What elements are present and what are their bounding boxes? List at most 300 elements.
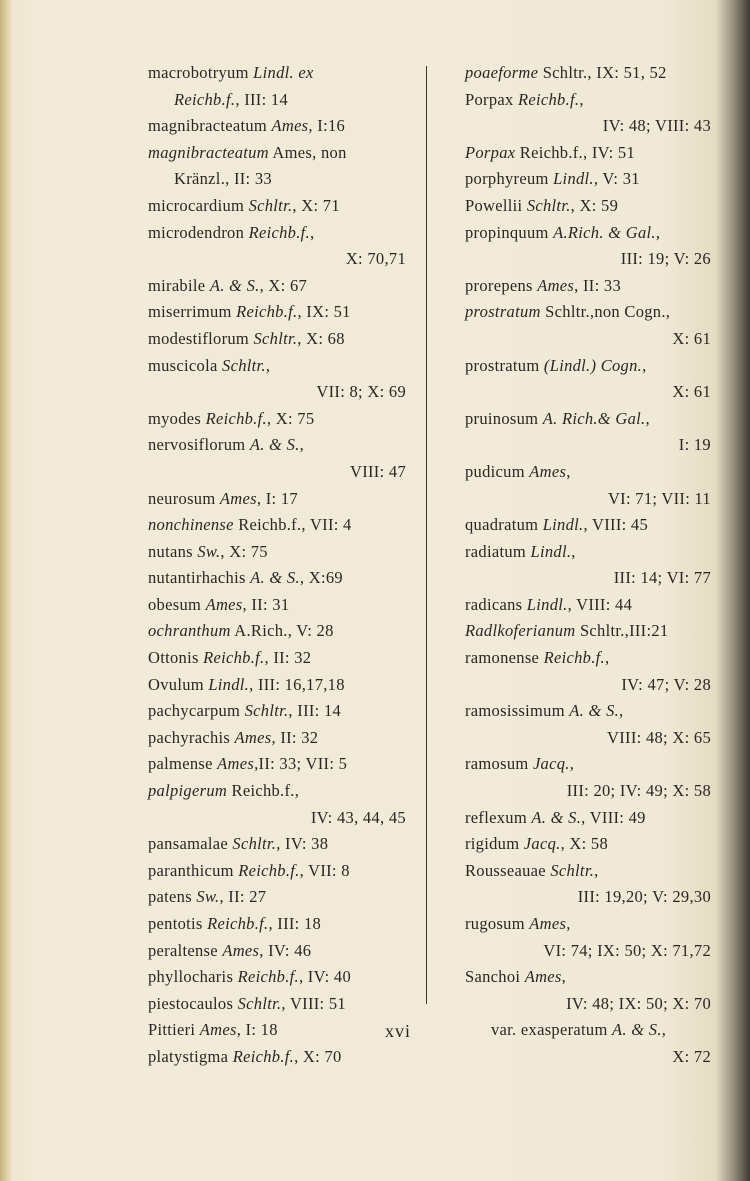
index-entry-line [465, 326, 711, 353]
italic-text: Reichb.f. [517, 89, 580, 109]
entry-text: nutantirhachis [148, 568, 251, 588]
italic-text: A.Rich. & Gal. [553, 222, 656, 242]
entry-text: IV: 47; V: 28 [621, 674, 711, 694]
index-entry-line [148, 353, 406, 380]
italic-text: Reichb.f. [203, 648, 265, 668]
entry-text: pruinosum [465, 408, 543, 428]
index-entry-line [148, 884, 406, 911]
entry-text: Ottonis [148, 648, 204, 668]
index-entry-line [465, 831, 711, 858]
index-entry-line [148, 938, 406, 965]
entry-text: , IV: 38 [276, 834, 329, 854]
italic-text: Schltr. [232, 834, 277, 854]
index-entry-line [465, 618, 711, 645]
index-entry-line [148, 592, 406, 619]
index-entry [148, 725, 406, 752]
entry-text: , IX: 51 [297, 302, 351, 322]
entry-text: Schltr.,non Cogn., [540, 302, 671, 322]
italic-text: Lindl. [553, 169, 594, 189]
entry-text: ramosissimum [465, 701, 570, 721]
italic-text: Lindl. [526, 594, 568, 614]
entry-text: IV: 48; VIII: 43 [602, 116, 711, 136]
italic-text: ochranthum [148, 621, 231, 641]
entry-text: III: 19,20; V: 29,30 [577, 887, 711, 907]
entry-text: propinquum [465, 222, 554, 242]
entry-text: nervosiflorum [148, 435, 250, 455]
index-entry-line [148, 326, 406, 353]
italic-text: Radlkoferianum [465, 621, 576, 641]
italic-text: A. & S. [569, 701, 620, 721]
index-entry [465, 273, 711, 300]
index-entry-line [465, 512, 711, 539]
index-entry-line [148, 512, 406, 539]
entry-text: , III: 14 [235, 89, 289, 109]
entry-text: , IV: 40 [298, 967, 351, 987]
index-entry [465, 805, 711, 832]
page-edge [0, 0, 10, 1181]
index-entry-line [465, 751, 711, 778]
entry-text: , [604, 648, 610, 668]
entry-text: , X: 75 [220, 541, 268, 561]
entry-text: , [661, 1020, 667, 1040]
entry-text: piestocaulos [148, 993, 238, 1013]
index-entry [465, 60, 711, 87]
entry-text: A.Rich., V: 28 [230, 621, 334, 641]
entry-text: Kränzl., II: 33 [174, 169, 272, 189]
index-entry [148, 592, 406, 619]
index-entry [465, 299, 711, 352]
index-entry-line [465, 938, 711, 965]
index-entry-line [148, 273, 406, 300]
index-entry-line [148, 87, 406, 114]
entry-text: , I: 18 [236, 1020, 278, 1040]
index-entry-line [148, 193, 406, 220]
italic-text: Reichb.f. [543, 648, 605, 668]
italic-text: A. & S. [531, 807, 582, 827]
index-entry [148, 751, 406, 778]
index-entry-line [465, 539, 711, 566]
entry-text: IV: 43, 44, 45 [310, 807, 406, 827]
index-entry-line [148, 406, 406, 433]
entry-text: , [594, 860, 599, 880]
index-entry-line [465, 87, 711, 114]
index-entry-line [465, 166, 711, 193]
italic-text: Jacq. [532, 754, 570, 774]
italic-text: nonchinense [148, 515, 234, 535]
entry-text: porphyreum [465, 169, 554, 189]
entry-text: pachyrachis [148, 727, 235, 747]
index-entry-line [148, 220, 406, 247]
index-entry-line [148, 432, 406, 459]
italic-text: Ames [222, 940, 260, 960]
index-entry-line [465, 672, 711, 699]
entry-text: , [655, 222, 661, 242]
italic-text: Ames [529, 914, 567, 933]
entry-text: miserrimum [148, 302, 237, 322]
entry-text: rugosum [465, 914, 530, 933]
index-entry-line [148, 299, 406, 326]
entry-text: , II: 32 [264, 648, 312, 668]
index-entry [148, 778, 406, 831]
entry-text: , X: 68 [297, 328, 345, 348]
index-entry-line [465, 858, 711, 885]
entry-text: ramosum [465, 754, 533, 774]
entry-text: , [642, 355, 647, 375]
index-entry [148, 60, 406, 113]
italic-text: Sw. [197, 541, 221, 561]
italic-text: A. Rich.& Gal. [542, 408, 646, 428]
index-entry-line [148, 459, 406, 486]
index-entry-line [148, 645, 406, 672]
index-entry [465, 592, 711, 619]
index-entry [465, 964, 711, 1017]
index-entry [465, 220, 711, 273]
italic-text: Ames [199, 1020, 237, 1040]
index-entry [465, 353, 711, 406]
index-entry-line [465, 592, 711, 619]
index-entry-line [465, 60, 711, 87]
entry-text: phyllocharis [148, 967, 238, 987]
index-entry [148, 672, 406, 699]
index-entry-line [148, 618, 406, 645]
entry-text: , X: 71 [292, 195, 340, 215]
entry-text: , [579, 89, 584, 109]
index-entry [148, 858, 406, 885]
index-entry-line [148, 140, 406, 167]
index-entry-line [148, 991, 406, 1018]
index-entry-line [465, 353, 711, 380]
entry-text: patens [148, 887, 197, 907]
index-entry [148, 884, 406, 911]
entry-text: , II: 27 [219, 887, 267, 907]
index-entry [465, 751, 711, 804]
index-entry [465, 858, 711, 911]
entry-text: Pittieri [148, 1020, 200, 1040]
italic-text: Schltr. [253, 328, 298, 348]
index-entry-line [465, 1044, 711, 1071]
italic-text: Reichb.f. [207, 914, 269, 933]
index-entry [148, 565, 406, 592]
italic-text: Schltr. [526, 195, 571, 215]
entry-text: VI: 71; VII: 11 [607, 488, 711, 508]
index-entry [148, 140, 406, 193]
italic-text: Reichb.f. [237, 967, 299, 987]
column-divider [426, 66, 427, 1004]
entry-text: , X: 70 [294, 1046, 342, 1066]
index-entry-line [148, 778, 406, 805]
index-entry-line [465, 645, 711, 672]
index-entry [465, 193, 711, 220]
italic-text: Ames [271, 116, 309, 136]
index-entry [465, 459, 711, 512]
index-entry-line [148, 751, 406, 778]
entry-text: var. exasperatum [491, 1020, 613, 1040]
italic-text: (Lindl.) Cogn. [543, 355, 643, 375]
entry-text: radicans [465, 594, 527, 614]
entry-text: III: 14; VI: 77 [613, 568, 711, 588]
index-entry-line [465, 432, 711, 459]
entry-text: , [309, 222, 315, 242]
italic-text: Schltr. [248, 195, 293, 215]
index-entry [148, 698, 406, 725]
index-entry-line [465, 964, 711, 991]
index-entry-line [148, 672, 406, 699]
index-entry-line [148, 1017, 406, 1044]
italic-text: Porpax [465, 142, 516, 162]
italic-text: Reichb.f. [236, 302, 298, 322]
index-entry [148, 512, 406, 539]
index-entry-line [465, 1017, 711, 1044]
entry-text: , II: 32 [271, 727, 319, 747]
entry-text: , X: 58 [560, 834, 609, 854]
index-entry-line [148, 539, 406, 566]
index-entry-line [148, 858, 406, 885]
index-entry [148, 432, 406, 485]
index-entry [148, 273, 406, 300]
index-entry [148, 353, 406, 406]
italic-text: magnibracteatum [148, 142, 269, 162]
entry-text: , VII: 8 [299, 860, 350, 880]
index-entry-line [148, 60, 406, 87]
entry-text: Reichb.f., IV: 51 [515, 142, 636, 162]
index-entry-line [465, 299, 711, 326]
entry-text: palmense [148, 754, 218, 774]
entry-text: pansamalae [148, 834, 233, 854]
entry-text: , X: 75 [266, 408, 315, 428]
entry-text: peraltense [148, 940, 223, 960]
index-entry-line [148, 911, 406, 938]
index-entry-line [148, 805, 406, 832]
index-entry [465, 539, 711, 592]
index-entry [148, 831, 406, 858]
index-entry-line [465, 486, 711, 513]
index-entry-line [148, 113, 406, 140]
entry-text: , VIII: 45 [583, 515, 649, 535]
italic-text: Ames [234, 727, 272, 747]
index-entry-line [465, 113, 711, 140]
index-entry [465, 406, 711, 459]
entry-text: Sanchoi [465, 967, 525, 987]
index-entry-line [465, 193, 711, 220]
entry-text: Reichb.f., [227, 781, 300, 801]
entry-text: Schltr.,III:21 [575, 621, 669, 641]
entry-text: Rousseauae [465, 860, 551, 880]
entry-text: , [566, 461, 571, 481]
index-entry-line [465, 991, 711, 1018]
entry-text: Powellii [465, 195, 527, 215]
entry-text: nutans [148, 541, 198, 561]
entry-text: ramonense [465, 648, 544, 668]
index-entry [148, 406, 406, 433]
entry-text: paranthicum [148, 860, 239, 880]
index-entry-line [465, 273, 711, 300]
index-entry [148, 911, 406, 938]
italic-text: prostratum [465, 302, 541, 322]
entry-text: Ames, non [268, 142, 347, 162]
entry-text: myodes [148, 408, 206, 428]
entry-text: ,II: 33; VII: 5 [254, 754, 348, 774]
index-entry-line [465, 220, 711, 247]
index-entry [148, 938, 406, 965]
italic-text: Lindl. [542, 515, 584, 535]
entry-text: , [561, 967, 567, 987]
entry-text: mirabile [148, 275, 210, 295]
entry-text: prorepens [465, 275, 538, 295]
entry-text: , VIII: 51 [281, 993, 346, 1013]
italic-text: Reichb.f. [205, 408, 267, 428]
entry-text: X: 61 [672, 328, 711, 348]
entry-text: , X: 59 [570, 195, 619, 215]
entry-text: magnibracteatum [148, 116, 272, 136]
italic-text: Reichb.f. [248, 222, 310, 242]
entry-text: , X:69 [299, 568, 343, 588]
index-entry [148, 113, 406, 140]
entry-text: , III: 14 [288, 701, 342, 721]
entry-text: , [571, 541, 576, 561]
entry-text: X: 70,71 [345, 249, 406, 269]
entry-text: , VIII: 49 [581, 807, 646, 827]
italic-text: palpigerum [148, 781, 228, 801]
entry-text: , I: 17 [256, 488, 298, 508]
entry-text: rigidum [465, 834, 524, 854]
index-entry-line [148, 831, 406, 858]
entry-text: X: 61 [672, 382, 711, 402]
index-entry [148, 645, 406, 672]
index-entry [148, 299, 406, 326]
italic-text: Schltr. [550, 860, 595, 880]
index-entry [148, 964, 406, 991]
index-column-right [465, 60, 711, 1071]
italic-text: Lindl. [530, 541, 572, 561]
entry-text: , II: 33 [574, 275, 621, 295]
italic-text: Sw. [196, 887, 220, 907]
italic-text: poaeforme [465, 63, 539, 82]
italic-text: Lindl. [208, 674, 250, 694]
italic-text: A. & S. [250, 568, 300, 588]
entry-text: obesum [148, 594, 206, 614]
index-entry-line [148, 725, 406, 752]
italic-text: Schltr. [222, 355, 266, 375]
index-entry-line [148, 698, 406, 725]
index-entry [148, 220, 406, 273]
entry-text: VII: 8; X: 69 [316, 382, 406, 402]
italic-text: A. & S. [209, 275, 260, 295]
entry-text: Ovulum [148, 674, 209, 694]
index-entry [148, 1044, 406, 1071]
index-entry [148, 539, 406, 566]
entry-text: Schltr., IX: 51, 52 [538, 63, 667, 82]
index-entry [465, 140, 711, 167]
index-entry-line [465, 379, 711, 406]
index-entry-line [148, 486, 406, 513]
entry-text: IV: 48; IX: 50; X: 70 [566, 993, 711, 1013]
index-entry [465, 698, 711, 751]
entry-text: , [619, 701, 624, 721]
index-entry [465, 1017, 711, 1070]
index-entry-line [148, 379, 406, 406]
entry-text: Reichb.f., VII: 4 [233, 515, 352, 535]
entry-text: , [645, 408, 650, 428]
entry-text: , [299, 435, 305, 455]
entry-text: pudicum [465, 461, 530, 481]
italic-text: Reichb.f. [232, 1046, 295, 1066]
italic-text: A. & S. [612, 1020, 662, 1040]
italic-text: Schltr. [244, 701, 289, 721]
entry-text: VIII: 47 [349, 461, 406, 481]
index-entry-line [148, 166, 406, 193]
entry-text: pentotis [148, 914, 208, 933]
index-entry [465, 512, 711, 539]
entry-text: III: 20; IV: 49; X: 58 [566, 781, 711, 801]
index-entry-line [465, 565, 711, 592]
entry-text: pachycarpum [148, 701, 245, 721]
index-entry [148, 486, 406, 513]
italic-text: A. & S. [249, 435, 300, 455]
italic-text: Ames [205, 594, 243, 614]
index-column-left [148, 60, 406, 1071]
entry-text: X: 72 [672, 1046, 711, 1066]
index-entry-line [465, 884, 711, 911]
entry-text: radiatum [465, 541, 531, 561]
entry-text: Porpax [465, 89, 518, 109]
index-entry [465, 87, 711, 140]
entry-text: prostratum [465, 355, 544, 375]
italic-text: Ames [529, 461, 567, 481]
index-entry-line [465, 246, 711, 273]
index-entry-line [148, 565, 406, 592]
entry-text: neurosum [148, 488, 220, 508]
italic-text: Schltr. [237, 993, 282, 1013]
entry-text: I: 19 [678, 435, 711, 455]
entry-text: , X: 67 [259, 275, 308, 295]
entry-text: , II: 31 [242, 594, 290, 614]
italic-text: Ames [537, 275, 575, 295]
index-entry-line [148, 964, 406, 991]
index-entry [148, 1017, 406, 1044]
index-entry-line [148, 246, 406, 273]
italic-text: Reichb.f. [238, 860, 300, 880]
italic-text: Ames [219, 488, 257, 508]
index-entry-line [465, 140, 711, 167]
index-entry-line [465, 911, 711, 938]
italic-text: Jacq. [523, 834, 561, 854]
index-entry [148, 193, 406, 220]
index-entry-line [465, 778, 711, 805]
entry-text: , [265, 355, 271, 375]
entry-text: reflexum [465, 807, 532, 827]
index-entry-line [465, 698, 711, 725]
italic-text: Ames [217, 754, 255, 774]
index-entry-line [465, 406, 711, 433]
index-entry [465, 618, 711, 645]
entry-text: muscicola [148, 355, 223, 375]
index-entry [465, 911, 711, 964]
index-entry [465, 831, 711, 858]
index-entry [148, 618, 406, 645]
entry-text: , V: 31 [593, 169, 640, 189]
entry-text: microdendron [148, 222, 249, 242]
entry-text: VI: 74; IX: 50; X: 71,72 [543, 940, 711, 960]
italic-text: Ames [524, 967, 562, 987]
entry-text: quadratum [465, 515, 543, 535]
page-number: xvi [385, 1021, 412, 1041]
entry-text: III: 19; V: 26 [620, 249, 711, 269]
entry-text: , [569, 754, 575, 774]
entry-text: , I:16 [308, 116, 346, 136]
entry-text: , [566, 914, 571, 933]
entry-text: microcardium [148, 195, 249, 215]
entry-text: macrobotryum [148, 63, 254, 82]
